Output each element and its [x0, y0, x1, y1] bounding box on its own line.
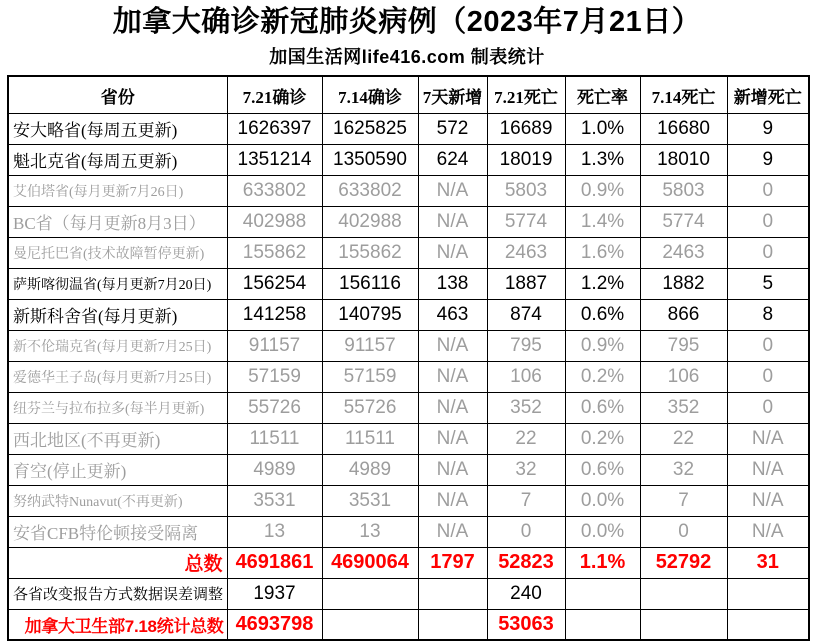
- value-cell-dnew: 0: [727, 206, 809, 237]
- value-cell-d714: 5774: [640, 206, 727, 237]
- value-cell-c714: 11511: [322, 423, 418, 454]
- value-cell-new7: 572: [418, 113, 487, 144]
- value-cell-rate: 0.9%: [565, 175, 640, 206]
- page-title: 加拿大确诊新冠肺炎病例（2023年7月21日）: [112, 6, 702, 38]
- adjustment-new-7day: [418, 578, 487, 609]
- value-cell-dnew: 0: [727, 237, 809, 268]
- header-row: [8, 76, 809, 113]
- totals-deaths-721: 52823: [487, 547, 565, 578]
- covid-cases-table: [7, 75, 810, 641]
- value-cell-c714: 156116: [322, 268, 418, 299]
- value-cell-dnew: N/A: [727, 516, 809, 547]
- totals-new-deaths: 31: [727, 547, 809, 578]
- table-row: [8, 144, 809, 175]
- official-new-7day: [418, 609, 487, 640]
- official-deaths-721: 53063: [487, 609, 565, 640]
- province-cell: 魁北克省(每周五更新): [8, 144, 227, 175]
- province-cell: 纽芬兰与拉布拉多(每半月更新): [8, 392, 227, 423]
- value-cell-rate: 1.3%: [565, 144, 640, 175]
- value-cell-d714: 106: [640, 361, 727, 392]
- value-cell-c721: 3531: [227, 485, 322, 516]
- value-cell-d721: 2463: [487, 237, 565, 268]
- col-header-deaths-714: 7.14死亡: [640, 76, 727, 113]
- value-cell-d721: 7: [487, 485, 565, 516]
- value-cell-c721: 55726: [227, 392, 322, 423]
- value-cell-c714: 155862: [322, 237, 418, 268]
- value-cell-d721: 874: [487, 299, 565, 330]
- value-cell-c714: 4989: [322, 454, 418, 485]
- table-row: [8, 485, 809, 516]
- province-cell: 艾伯塔省(每月更新7月26日): [8, 175, 227, 206]
- totals-confirmed-721: 4691861: [227, 547, 322, 578]
- value-cell-rate: 0.6%: [565, 299, 640, 330]
- official-deaths-714: [640, 609, 727, 640]
- official-death-rate: [565, 609, 640, 640]
- table-row: [8, 206, 809, 237]
- table-footer: [8, 547, 809, 640]
- table-row: [8, 330, 809, 361]
- value-cell-new7: N/A: [418, 175, 487, 206]
- value-cell-rate: 0.2%: [565, 423, 640, 454]
- page: [0, 6, 814, 643]
- value-cell-d721: 1887: [487, 268, 565, 299]
- province-cell: 努纳武特Nunavut(不再更新): [8, 485, 227, 516]
- value-cell-c714: 57159: [322, 361, 418, 392]
- value-cell-new7: N/A: [418, 454, 487, 485]
- col-header-new-7day: 7天新增: [418, 76, 487, 113]
- province-cell: 西北地区(不再更新): [8, 423, 227, 454]
- value-cell-new7: N/A: [418, 330, 487, 361]
- value-cell-c714: 1350590: [322, 144, 418, 175]
- table-row: [8, 175, 809, 206]
- value-cell-new7: N/A: [418, 206, 487, 237]
- value-cell-rate: 0.2%: [565, 361, 640, 392]
- value-cell-d721: 795: [487, 330, 565, 361]
- totals-label: 总数: [8, 547, 227, 578]
- value-cell-c714: 13: [322, 516, 418, 547]
- value-cell-c714: 91157: [322, 330, 418, 361]
- value-cell-rate: 1.6%: [565, 237, 640, 268]
- value-cell-d721: 106: [487, 361, 565, 392]
- value-cell-dnew: 0: [727, 330, 809, 361]
- value-cell-c721: 155862: [227, 237, 322, 268]
- table-row: [8, 392, 809, 423]
- value-cell-rate: 1.2%: [565, 268, 640, 299]
- province-cell: 新斯科舍省(每月更新): [8, 299, 227, 330]
- value-cell-d714: 352: [640, 392, 727, 423]
- adjustment-row: [8, 578, 809, 609]
- table-row: [8, 361, 809, 392]
- value-cell-rate: 0.0%: [565, 485, 640, 516]
- value-cell-d721: 16689: [487, 113, 565, 144]
- value-cell-rate: 0.9%: [565, 330, 640, 361]
- col-header-province: 省份: [8, 76, 227, 113]
- value-cell-d714: 16680: [640, 113, 727, 144]
- value-cell-d721: 0: [487, 516, 565, 547]
- value-cell-c714: 3531: [322, 485, 418, 516]
- official-total-row: [8, 609, 809, 640]
- page-subtitle: 加国生活网life416.com 制表统计: [269, 47, 545, 68]
- adjustment-deaths-714: [640, 578, 727, 609]
- adjustment-new-deaths: [727, 578, 809, 609]
- value-cell-rate: 0.0%: [565, 516, 640, 547]
- value-cell-c714: 402988: [322, 206, 418, 237]
- value-cell-c721: 91157: [227, 330, 322, 361]
- value-cell-d714: 7: [640, 485, 727, 516]
- value-cell-c721: 402988: [227, 206, 322, 237]
- adjustment-confirmed-721: 1937: [227, 578, 322, 609]
- value-cell-c714: 140795: [322, 299, 418, 330]
- value-cell-d714: 1882: [640, 268, 727, 299]
- value-cell-d721: 18019: [487, 144, 565, 175]
- value-cell-new7: N/A: [418, 516, 487, 547]
- value-cell-c721: 156254: [227, 268, 322, 299]
- value-cell-dnew: 0: [727, 361, 809, 392]
- value-cell-dnew: 9: [727, 113, 809, 144]
- value-cell-d721: 22: [487, 423, 565, 454]
- value-cell-rate: 1.0%: [565, 113, 640, 144]
- value-cell-new7: N/A: [418, 361, 487, 392]
- table-body: [8, 113, 809, 547]
- adjustment-death-rate: [565, 578, 640, 609]
- totals-new-7day: 1797: [418, 547, 487, 578]
- totals-deaths-714: 52792: [640, 547, 727, 578]
- value-cell-dnew: 0: [727, 392, 809, 423]
- value-cell-new7: N/A: [418, 485, 487, 516]
- province-cell: 安大略省(每周五更新): [8, 113, 227, 144]
- province-cell: 曼尼托巴省(技术故障暂停更新): [8, 237, 227, 268]
- value-cell-dnew: N/A: [727, 485, 809, 516]
- table-row: [8, 268, 809, 299]
- value-cell-d721: 5774: [487, 206, 565, 237]
- value-cell-d721: 352: [487, 392, 565, 423]
- adjustment-deaths-721: 240: [487, 578, 565, 609]
- value-cell-d714: 32: [640, 454, 727, 485]
- totals-death-rate: 1.1%: [565, 547, 640, 578]
- value-cell-c714: 1625825: [322, 113, 418, 144]
- province-cell: 育空(停止更新): [8, 454, 227, 485]
- official-new-deaths: [727, 609, 809, 640]
- value-cell-d721: 5803: [487, 175, 565, 206]
- value-cell-c721: 4989: [227, 454, 322, 485]
- value-cell-dnew: N/A: [727, 423, 809, 454]
- table-row: [8, 299, 809, 330]
- value-cell-d714: 866: [640, 299, 727, 330]
- province-cell: 安省CFB特伦顿接受隔离: [8, 516, 227, 547]
- value-cell-d714: 795: [640, 330, 727, 361]
- value-cell-c714: 55726: [322, 392, 418, 423]
- col-header-confirmed-714: 7.14确诊: [322, 76, 418, 113]
- col-header-new-deaths: 新增死亡: [727, 76, 809, 113]
- value-cell-new7: 463: [418, 299, 487, 330]
- value-cell-dnew: 5: [727, 268, 809, 299]
- table-row: [8, 516, 809, 547]
- value-cell-new7: 138: [418, 268, 487, 299]
- value-cell-d714: 0: [640, 516, 727, 547]
- official-confirmed-714: [322, 609, 418, 640]
- value-cell-rate: 0.6%: [565, 454, 640, 485]
- official-total-label: 加拿大卫生部7.18统计总数: [8, 609, 227, 640]
- value-cell-dnew: 8: [727, 299, 809, 330]
- value-cell-c721: 11511: [227, 423, 322, 454]
- value-cell-new7: N/A: [418, 423, 487, 454]
- value-cell-d714: 5803: [640, 175, 727, 206]
- value-cell-d714: 2463: [640, 237, 727, 268]
- value-cell-new7: 624: [418, 144, 487, 175]
- value-cell-dnew: 9: [727, 144, 809, 175]
- value-cell-d714: 18010: [640, 144, 727, 175]
- value-cell-c721: 633802: [227, 175, 322, 206]
- value-cell-rate: 0.6%: [565, 392, 640, 423]
- value-cell-c721: 1351214: [227, 144, 322, 175]
- totals-confirmed-714: 4690064: [322, 547, 418, 578]
- value-cell-new7: N/A: [418, 392, 487, 423]
- value-cell-dnew: N/A: [727, 454, 809, 485]
- table-row: [8, 423, 809, 454]
- value-cell-new7: N/A: [418, 237, 487, 268]
- official-confirmed-721: 4693798: [227, 609, 322, 640]
- value-cell-d714: 22: [640, 423, 727, 454]
- value-cell-c714: 633802: [322, 175, 418, 206]
- value-cell-c721: 1626397: [227, 113, 322, 144]
- table-row: [8, 454, 809, 485]
- totals-row: [8, 547, 809, 578]
- province-cell: 爱德华王子岛(每月更新7月25日): [8, 361, 227, 392]
- province-cell: 新不伦瑞克省(每月更新7月25日): [8, 330, 227, 361]
- value-cell-c721: 57159: [227, 361, 322, 392]
- col-header-deaths-721: 7.21死亡: [487, 76, 565, 113]
- value-cell-rate: 1.4%: [565, 206, 640, 237]
- province-cell: 萨斯喀彻温省(每月更新7月20日): [8, 268, 227, 299]
- value-cell-c721: 141258: [227, 299, 322, 330]
- col-header-confirmed-721: 7.21确诊: [227, 76, 322, 113]
- value-cell-d721: 32: [487, 454, 565, 485]
- value-cell-c721: 13: [227, 516, 322, 547]
- table-row: [8, 113, 809, 144]
- adjustment-label: 各省改变报告方式数据误差调整: [8, 578, 227, 609]
- col-header-death-rate: 死亡率: [565, 76, 640, 113]
- table-row: [8, 237, 809, 268]
- adjustment-confirmed-714: [322, 578, 418, 609]
- province-cell: BC省（每月更新8月3日）: [8, 206, 227, 237]
- value-cell-dnew: 0: [727, 175, 809, 206]
